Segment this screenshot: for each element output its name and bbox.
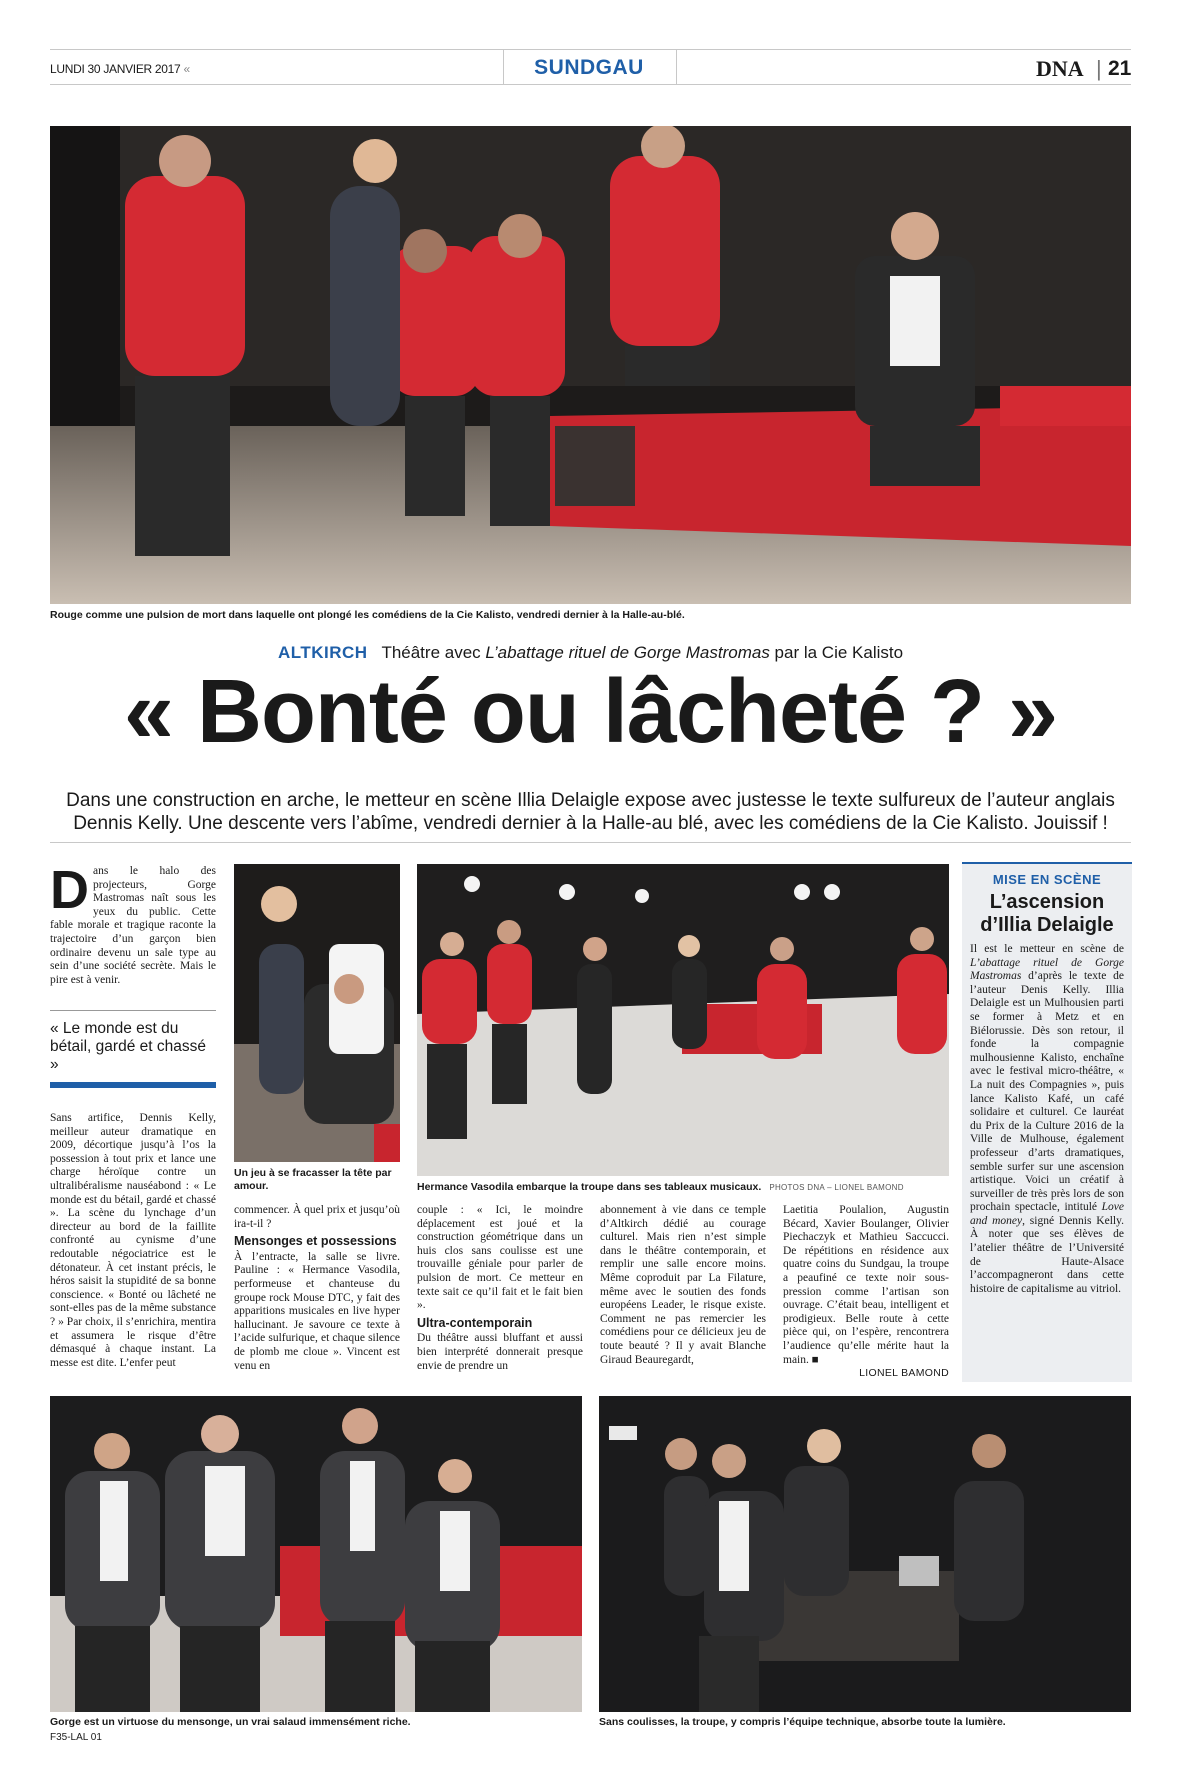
bottom-left-photo [50, 1396, 582, 1712]
bottom-left-caption: Gorge est un virtuose du mensonge, un vrai salaud immensément riche. [50, 1716, 411, 1728]
header-divider [676, 50, 677, 84]
article-column-3: couple : « Ici, le moindre déplacement est joué et la construction géométrique dans un huis clos sans coulisse est une trouvaille géniale pour parler de pulsion de mort. Ce metteur en texte sait ce qu’il fait et le fait bien ». Ultra-contemporain Du théâtre aussi bluffant et aussi bien interprété donnerait presque envie de prendre un [417, 1204, 583, 1372]
section-name: SUNDGAU [534, 56, 644, 79]
group-photo-caption: Hermance Vasodila embarque la troupe dans ses tableaux musicaux. PHOTOS DNA – LIONEL BAMOND [417, 1181, 904, 1193]
article-kicker: ALTKIRCH Théâtre avec L’abattage rituel de Gorge Mastromas par la Cie Kalisto [277, 643, 904, 662]
article-headline: « Bonté ou lâcheté ? » [123, 662, 1058, 762]
sidebar-box [962, 862, 1132, 1382]
sidebar-kicker: MISE EN SCÈNE [992, 872, 1102, 887]
small-photo-caption: Un jeu à se fracasser la tête par amour. [234, 1167, 392, 1192]
pull-quote-bar [50, 1082, 216, 1088]
bottom-right-photo [599, 1396, 1131, 1712]
quote-top-rule [50, 1010, 216, 1011]
article-column-4: abonnement à vie dans ce temple d’Altkirch dédié au courage culturel. Mais rien n’est simple dans le théâtre contemporain, et remplir une salle encore moins. Même coproduit par La Filature, même avec le soutien des fonds européens Leader, le risque existe. Comment ne pas remercier les comédiens pour ce délicieux jeu de toute beauté ? Il y avait Blanche Giraud Beauregardt, [600, 1204, 766, 1366]
top-stage-photo [50, 126, 1131, 604]
article-column-5: Laetitia Poulalion, Augustin Bécard, Xavier Boulanger, Olivier Piechaczyk et Mathieu Saccucci. De répétitions en résidence aux quatre coins du Sundgau, la troupe a peaufiné ce texte noir sous-pression comme l’artisan son ouvrage. C’était beau, intelligent et prodigieux. Belle route à cette pièce qui, on l’espère, rencontrera l’audience qu’elle mérite haut la main. ■ LIONEL BAMOND [783, 1204, 949, 1380]
article-intro: Dans le halo des projecteurs, Gorge Mastromas naît sous les yeux du public. Cette fable morale et tragique raconte la trajectoire d’un garçon bien ordinaire devenu un sale type au sein d’une société secrète. Mais le pire est à venir. [50, 860, 216, 986]
article-column-2: commencer. À quel prix et jusqu’où ira-t-il ? Mensonges et possessions À l’entracte, la salle se livre. Pauline : « Hermance Vasodila, performeuse et chanteuse du groupe rock Mouse DTC, y fait des apparitions musicales en live hyper hallucinant. Je savoure ce texte à l’acide sulfurique, et chaque silence de plomb me cloue ». Vincent est venu en [234, 1204, 400, 1372]
header-pipe: | [1096, 56, 1102, 81]
header-top-rule [50, 49, 1131, 50]
sidebar-body: Il est le metteur en scène de L’abattage rituel de Gorge Mastromas d’après le texte de l’auteur Denis Kelly. Illia Delaigle est un Mulhousien parti se former à Metz et en Biélorussie. Dès son retour, il fonde la compagnie mulhousienne Kalisto, enchaîne avec le festival micro-théâtre, « La nuit des Compagnies », puis lance Kalisto Kafé, un café solidaire et culturel. Ce lauréat du Prix de la Culture 2016 de la Ville de Mulhouse, également professeur d’arts dramatiques, semble surfer sur une ascension artistique. Voici un créatif à surveiller de très près lors de son prochain spectacle, intitulé Love and money, signé Dennis Kelly. À noter que ses élèves de l’atelier théâtre de l’Université de Haute-Alsace l’accompagneront dans cette histoire de capitalisme au vitriol. [970, 943, 1124, 1295]
article-column-1: Sans artifice, Dennis Kelly, meilleur auteur dramatique en 2009, décortique jusqu’à l’os la possession à tout prix et lance une charge héroïque contre un ultralibéralisme nauséabond : « Le monde est du bétail, gardé et chassé ». La scène du lynchage d’un directeur au bord de la faillite confronté au cynisme d’une redoutable négociatrice est le détonateur. À cet instant précis, le héros saisit la stupidité de sa bonne conscience. « Bonté ou lâcheté ne sont-elles pas de la même substance ? » Par choix, il s’enrichira, mentira et assumera le risque d’être démasqué à chaque instant. La messe est dite. L’enfer peut [50, 1112, 216, 1369]
newspaper-logo: DNA [1036, 56, 1084, 81]
photo-credit: PHOTOS DNA – LIONEL BAMOND [769, 1183, 904, 1192]
standfirst-rule [50, 842, 1131, 843]
author-signature: LIONEL BAMOND [859, 1367, 949, 1380]
small-stage-photo [234, 864, 400, 1162]
article-standfirst: Dans une construction en arche, le metteur en scène Illia Delaigle expose avec justesse le texte sulfureux de l’auteur anglais Dennis Kelly. Une descente vers l’abîme, vendredi dernier à la Halle-au blé, avec les comédiens de la Cie Kalisto. Jouissif ! [66, 790, 1115, 834]
article-location: ALTKIRCH [277, 643, 368, 662]
group-stage-photo [417, 864, 949, 1176]
drop-cap: D [50, 860, 89, 920]
header-bottom-rule [50, 84, 1131, 85]
page-folio: F35-LAL 01 [50, 1732, 102, 1743]
subheading-mensonges: Mensonges et possessions [234, 1234, 397, 1249]
pull-quote: « Le monde est du bétail, gardé et chassé » [50, 1020, 206, 1073]
page-number: 21 [1108, 57, 1132, 80]
bottom-right-caption: Sans coulisses, la troupe, y compris l’équipe technique, absorbe toute la lumière. [599, 1716, 1006, 1728]
edition-date: LUNDI 30 JANVIER 2017 « [50, 62, 190, 76]
top-photo-caption: Rouge comme une pulsion de mort dans laquelle ont plongé les comédiens de la Cie Kalisto, vendredi dernier à la Halle-au-blé. [50, 609, 685, 621]
subheading-ultra-contemporain: Ultra-contemporain [417, 1315, 533, 1330]
sidebar-title: L’ascension d’Illia Delaigle [980, 891, 1114, 936]
